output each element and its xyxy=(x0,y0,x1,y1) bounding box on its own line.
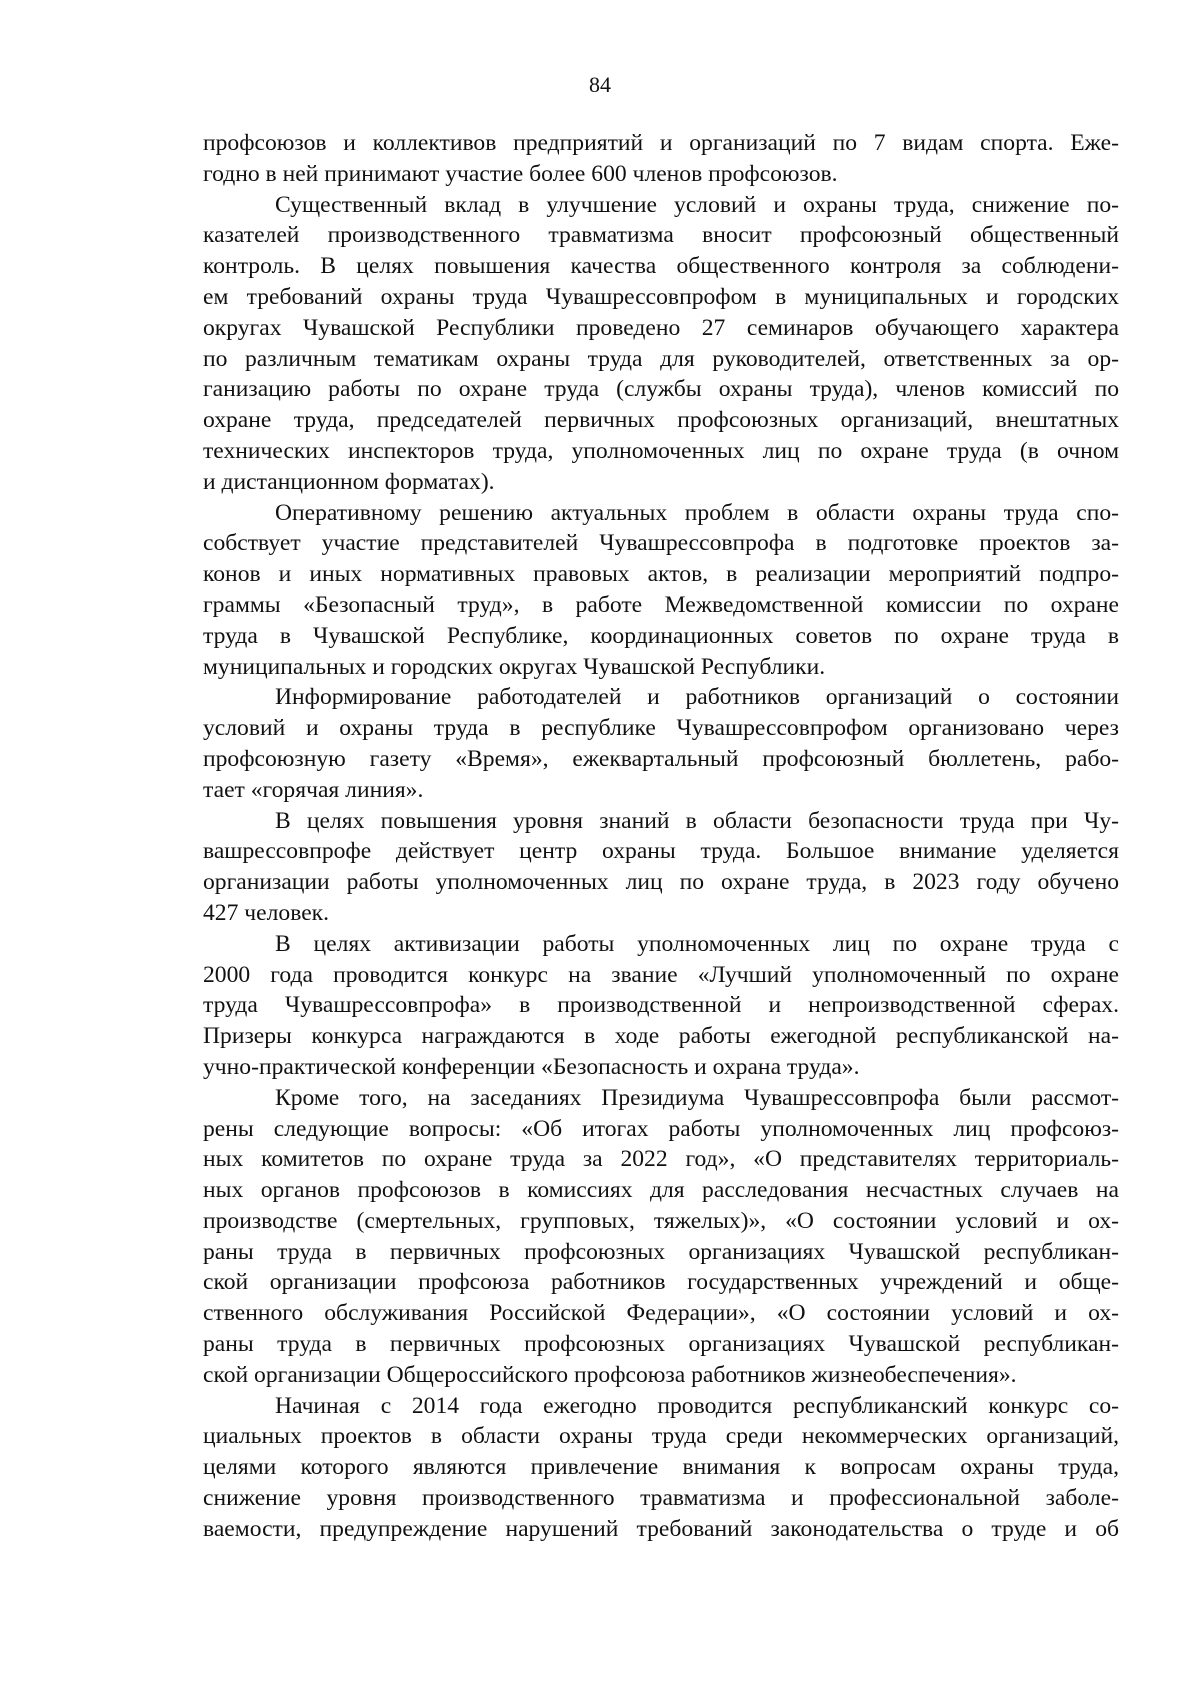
text-line: ственного обслуживания Российской Федерации», «О состоянии условий и ох- xyxy=(203,1300,1119,1327)
text-line: Начиная с 2014 года ежегодно проводится республиканский конкурс со- xyxy=(275,1392,1119,1419)
text-line: и дистанционном форматах). xyxy=(203,468,495,495)
paragraph xyxy=(203,682,1119,805)
text-line: В целях повышения уровня знаний в области безопасности труда при Чу- xyxy=(275,807,1119,834)
text-line: производстве (смертельных, групповых, тяжелых)», «О состоянии условий и ох- xyxy=(203,1207,1119,1234)
text-line: Оперативному решению актуальных проблем в области охраны труда спо- xyxy=(275,499,1119,526)
text-line: охране труда, председателей первичных профсоюзных организаций, внештатных xyxy=(203,407,1119,434)
paragraph xyxy=(203,128,1119,190)
text-line: Существенный вклад в улучшение условий и охраны труда, снижение по- xyxy=(275,191,1119,218)
text-line: ганизацию работы по охране труда (службы охраны труда), членов комиссий по xyxy=(203,376,1119,403)
text-line: ской организации профсоюза работников государственных учреждений и обще- xyxy=(203,1269,1119,1296)
text-line: профсоюзов и коллективов предприятий и организаций по 7 видам спорта. Еже- xyxy=(203,130,1119,156)
text-line: циальных проектов в области охраны труда среди некоммерческих организаций, xyxy=(203,1423,1119,1450)
text-line: организации работы уполномоченных лиц по охране труда, в 2023 году обучено xyxy=(203,869,1119,896)
text-line: муниципальных и городских округах Чувашской Республики. xyxy=(203,653,826,680)
text-line: Призеры конкурса награждаются в ходе работы ежегодной республиканской на- xyxy=(203,1023,1119,1050)
paragraph xyxy=(203,1391,1119,1545)
text-line: ем требований охраны труда Чувашрессовпрофом в муниципальных и городских xyxy=(203,283,1119,310)
text-line: 2000 года проводится конкурс на звание «Лучший уполномоченный по охране xyxy=(203,961,1119,988)
text-line: 427 человек. xyxy=(203,899,330,926)
text-line: тает «горячая линия». xyxy=(203,776,424,803)
text-line: Кроме того, на заседаниях Президиума Чувашрессовпрофа были рассмот- xyxy=(275,1084,1119,1111)
paragraph xyxy=(203,806,1119,929)
text-line: контроль. В целях повышения качества общественного контроля за соблюдени- xyxy=(203,253,1119,280)
text-line: ных органов профсоюзов в комиссиях для расследования несчастных случаев на xyxy=(203,1177,1119,1204)
text-line: вашрессовпрофе действует центр охраны труда. Большое внимание уделяется xyxy=(203,838,1119,865)
text-line: Информирование работодателей и работников организаций о состоянии xyxy=(275,684,1119,711)
text-line: условий и охраны труда в республике Чувашрессовпрофом организовано через xyxy=(203,715,1119,742)
text-line: округах Чувашской Республики проведено 27 семинаров обучающего характера xyxy=(203,314,1119,341)
text-line: ных комитетов по охране труда за 2022 год», «О представителях территориаль- xyxy=(203,1146,1119,1173)
text-line: раны труда в первичных профсоюзных организациях Чувашской республикан- xyxy=(203,1331,1119,1358)
text-line: годно в ней принимают участие более 600 членов профсоюзов. xyxy=(203,160,838,187)
text-line: профсоюзную газету «Время», ежеквартальный профсоюзный бюллетень, рабо- xyxy=(203,745,1119,772)
text-line: казателей производственного травматизма вносит профсоюзный общественный xyxy=(203,222,1119,249)
text-line: ской организации Общероссийского профсоюза работников жизнеобеспечения». xyxy=(203,1361,1017,1388)
paragraph xyxy=(203,1083,1119,1391)
paragraph xyxy=(203,190,1119,498)
text-line: ваемости, предупреждение нарушений требований законодательства о труде и об xyxy=(203,1515,1119,1542)
text-line: конов и иных нормативных правовых актов, в реализации мероприятий подпро- xyxy=(203,561,1119,588)
text-line: учно-практической конференции «Безопасность и охрана труда». xyxy=(203,1053,860,1080)
text-line: технических инспекторов труда, уполномоченных лиц по охране труда (в очном xyxy=(203,437,1119,464)
text-line: снижение уровня производственного травматизма и профессиональной заболе- xyxy=(203,1485,1119,1512)
text-line: рены следующие вопросы: «Об итогах работы уполномоченных лиц профсоюз- xyxy=(203,1115,1119,1142)
body-text xyxy=(203,128,1119,1545)
text-line: целями которого являются привлечение внимания к вопросам охраны труда, xyxy=(203,1454,1119,1481)
paragraph xyxy=(203,498,1119,683)
text-line: собствует участие представителей Чувашрессовпрофа в подготовке проектов за- xyxy=(203,530,1119,557)
paragraph xyxy=(203,929,1119,1083)
text-line: В целях активизации работы уполномоченных лиц по охране труда с xyxy=(275,930,1119,957)
text-line: труда в Чувашской Республике, координационных советов по охране труда в xyxy=(203,622,1119,649)
page-number: 84 xyxy=(589,72,611,97)
text-line: труда Чувашрессовпрофа» в производственной и непроизводственной сферах. xyxy=(203,992,1119,1019)
text-line: граммы «Безопасный труд», в работе Межведомственной комиссии по охране xyxy=(203,591,1119,618)
text-line: раны труда в первичных профсоюзных организациях Чувашской республикан- xyxy=(203,1238,1119,1265)
text-line: по различным тематикам охраны труда для руководителей, ответственных за ор- xyxy=(203,345,1119,372)
